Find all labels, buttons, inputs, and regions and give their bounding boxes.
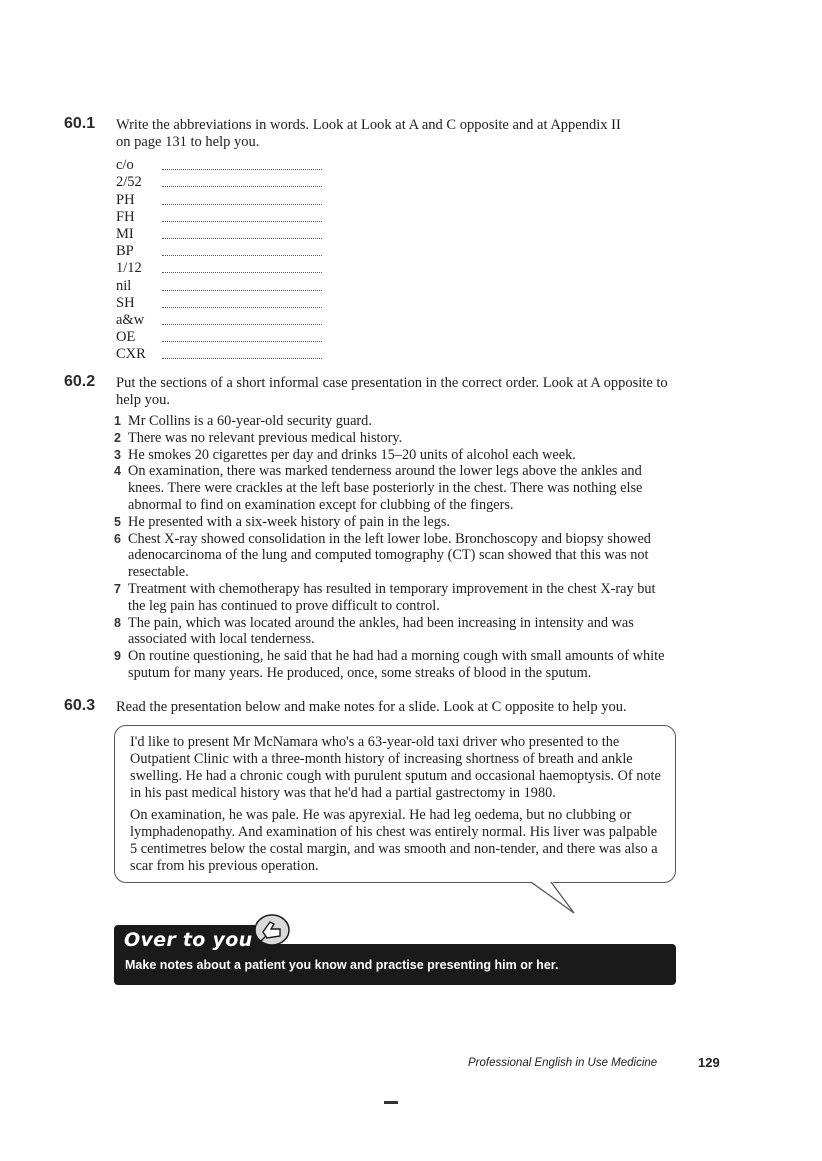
item-text: He presented with a six-week history of pain in the legs. [128,513,450,530]
case-section-item [114,447,674,464]
abbreviation-row [116,277,322,294]
instruction-line: help you. [116,392,170,408]
abbreviation-label: SH [116,294,135,311]
item-number: 5 [114,514,121,529]
case-section-item [114,413,674,430]
item-text: On examination, there was marked tenderness around the lower legs above the ankles and knees. There were crackles at the left base posteriorly in the chest. There was nothing else abnormal to find on examination except for clubbing of the fingers. [128,463,643,513]
item-number: 7 [114,581,121,596]
exercise-number-60-3: 60.3 [64,697,96,714]
item-text: There was no relevant previous medical history. [128,429,403,446]
answer-blank-line[interactable] [162,355,322,359]
case-section-item [114,463,674,513]
instruction-line: on page 131 to help you. [116,134,260,150]
answer-blank-line[interactable] [162,252,322,256]
abbreviation-label: c/o [116,157,134,174]
abbreviation-label: nil [116,277,132,294]
abbreviation-row [116,312,322,329]
abbreviation-label: FH [116,208,135,225]
presentation-paragraph-2: On examination, he was pale. He was apyrexial. He had leg oedema, but no clubbing or lymphadenopathy. And examination of his chest was entirely normal. His liver was palpable 5 centimetres below the costal margin, and was smooth and non-tender, and there was also a scar from his previous operation. [130,807,658,874]
abbreviation-row [116,174,322,191]
abbreviation-label: OE [116,329,136,346]
abbreviation-row [116,295,322,312]
case-section-item [114,581,674,615]
abbreviation-row [116,329,322,346]
abbreviation-label: 2/52 [116,174,142,191]
abbreviation-label: CXR [116,346,146,363]
item-number: 6 [114,531,121,546]
over-to-you-text: Make notes about a patient you know and practise presenting him or her. [125,958,559,972]
answer-blank-line[interactable] [162,201,322,205]
exercise-60-2-instruction [116,375,676,409]
answer-blank-line[interactable] [162,287,322,291]
abbreviation-label: PH [116,191,135,208]
item-text: Mr Collins is a 60-year-old security guard. [128,413,372,429]
case-section-item [114,648,674,682]
item-text: Chest X-ray showed consolidation in the left lower lobe. Bronchoscopy and biopsy showed adenocarcinoma of the lung and computed tomography (CT) scan showed that this was not resectable. [128,530,651,581]
item-text: Treatment with chemotherapy has resulted in temporary improvement in the chest X-ray but the leg pain has continued to prove difficult to control. [128,580,656,614]
abbreviation-row [116,157,322,174]
item-number: 3 [114,447,121,462]
abbreviation-row [116,209,322,226]
exercise-number-60-2: 60.2 [64,373,96,390]
item-number: 4 [114,464,121,479]
exercise-60-1-instruction [116,117,676,151]
page-mark [384,1101,398,1104]
answer-blank-line[interactable] [162,304,322,308]
answer-blank-line[interactable] [162,183,322,187]
answer-blank-line[interactable] [162,166,322,170]
case-section-item [114,615,674,649]
abbreviation-list [116,157,322,363]
item-number: 8 [114,615,121,630]
case-section-item [114,531,674,581]
case-section-item [114,514,674,531]
case-sections-list [114,413,674,682]
presentation-speech-bubble [114,725,676,883]
speech-bubble-tail [530,881,580,915]
instruction-line: Write the abbreviations in words. Look at Look at A and C opposite and at Appendix II [116,117,621,133]
item-text: He smokes 20 cigarettes per day and drinks 15–20 units of alcohol each week. [128,446,576,463]
item-number: 1 [114,414,121,428]
page-number: 129 [698,1055,720,1070]
answer-blank-line[interactable] [162,235,322,239]
answer-blank-line[interactable] [162,338,322,342]
exercise-60-3-instruction: Read the presentation below and make notes for a slide. Look at C opposite to help you. [116,699,627,715]
abbreviation-label: BP [116,243,134,260]
presentation-paragraph-1: I'd like to present Mr McNamara who's a 63-year-old taxi driver who presented to the Outpatient Clinic with a three-month history of increasing shortness of breath and ankle swelling. He had a chronic cough with purulent sputum and occasional haemoptysis. Of note in his past medical history was that he'd had a partial gastrectomy in 1980. [130,734,661,801]
item-text: The pain, which was located around the ankles, had been increasing in intensity and was associated with local tenderness. [128,614,634,648]
abbreviation-row [116,346,322,363]
answer-blank-line[interactable] [162,269,322,273]
answer-blank-line[interactable] [162,321,322,325]
item-number: 9 [114,649,121,664]
case-section-item [114,430,674,447]
instruction-line: Put the sections of a short informal case presentation in the correct order. Look at A opposite to [116,375,668,391]
abbreviation-row [116,226,322,243]
abbreviation-label: a&w [116,311,145,328]
abbreviation-row [116,260,322,277]
item-number: 2 [114,430,121,445]
speech-hand-icon [252,912,294,948]
abbreviation-row [116,243,322,260]
item-text: On routine questioning, he said that he had had a morning cough with small amounts of white sputum for many years. He produced, once, some streaks of blood in the sputum. [128,648,665,681]
over-to-you-title: Over to you [124,929,253,951]
answer-blank-line[interactable] [162,218,322,222]
exercise-number-60-1: 60.1 [64,115,96,132]
abbreviation-label: MI [116,225,134,242]
abbreviation-row [116,191,322,208]
abbreviation-label: 1/12 [116,260,142,277]
book-title: Professional English in Use Medicine [468,1057,658,1069]
